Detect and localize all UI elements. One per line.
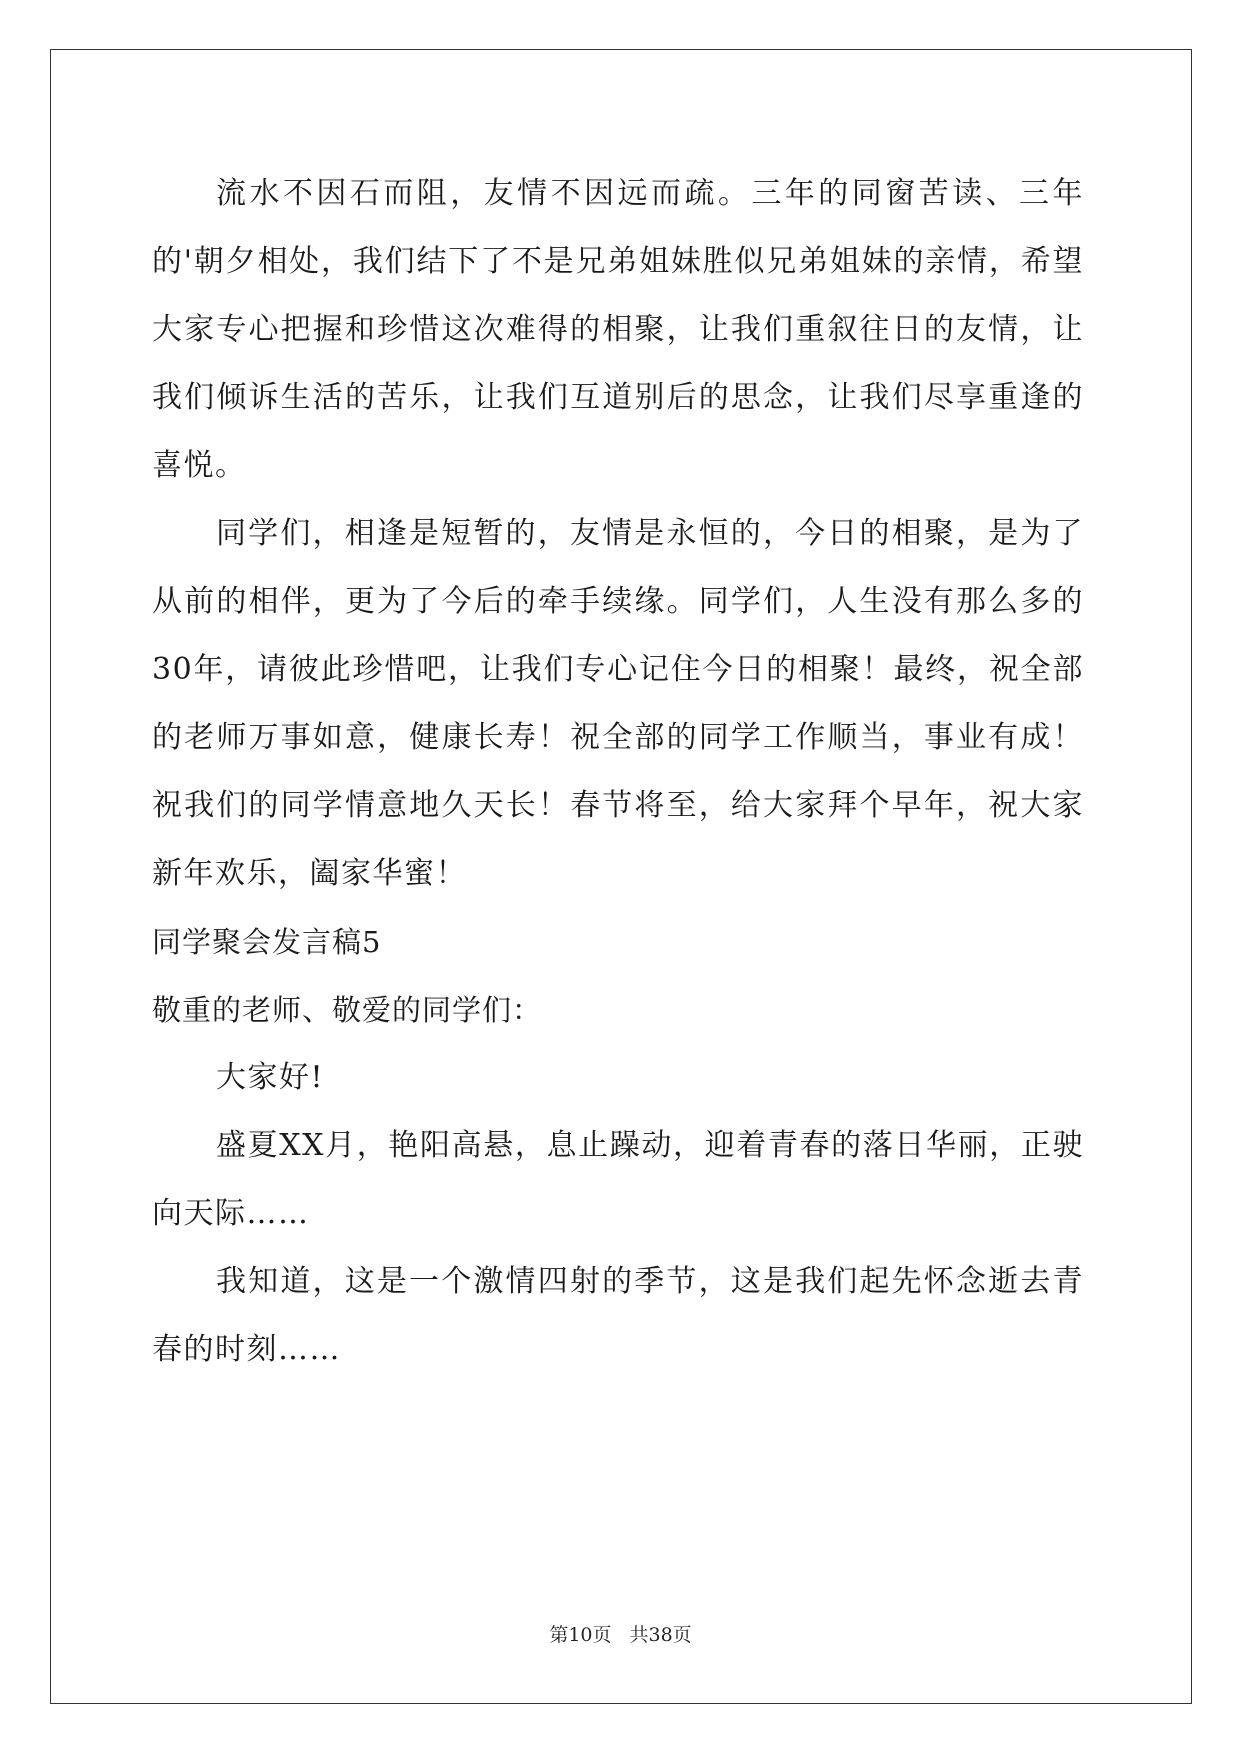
paragraph-friendship: 流水不因石而阻，友情不因远而疏。三年的同窗苦读、三年的'朝夕相处，我们结下了不是兄弟姐妹胜似兄弟姐妹的亲情，希望大家专心把握和珍惜这次难得的相聚，让我们重叙往日的友情，让我们倾诉生活的苦乐，让我们互道别后的思念，让我们尽享重逢的喜悦。	[152, 176, 1084, 483]
paragraph-passionate-season: 我知道，这是一个激情四射的季节，这是我们起先怀念逝去青春的时刻……	[152, 1264, 1084, 1367]
paragraph-reunion-wishes: 同学们，相逢是短暂的，友情是永恒的，今日的相聚，是为了从前的相伴，更为了今后的牵手续缘。同学们，人生没有那么多的30年，请彼此珍惜吧，让我们专心记住今日的相聚！最终，祝全部的老师万事如意，健康长寿！祝全部的同学工作顺当，事业有成！祝我们的同学情意地久天长！春节将至，给大家拜个早年，祝大家新年欢乐，阖家华蜜！	[152, 516, 1084, 891]
paragraph-midsummer: 盛夏XX月，艳阳高悬，息止躁动，迎着青春的落日华丽，正驶向天际……	[152, 1128, 1084, 1231]
page-footer	[0, 1620, 1241, 1647]
page-total: 共38页	[629, 1624, 692, 1646]
document-body	[152, 160, 1084, 1384]
salutation: 敬重的老师、敬爱的同学们：	[152, 993, 543, 1027]
paragraph-greeting: 大家好!	[216, 1060, 325, 1095]
section-heading: 同学聚会发言稿5	[152, 925, 382, 959]
page-number: 第10页	[549, 1624, 612, 1646]
